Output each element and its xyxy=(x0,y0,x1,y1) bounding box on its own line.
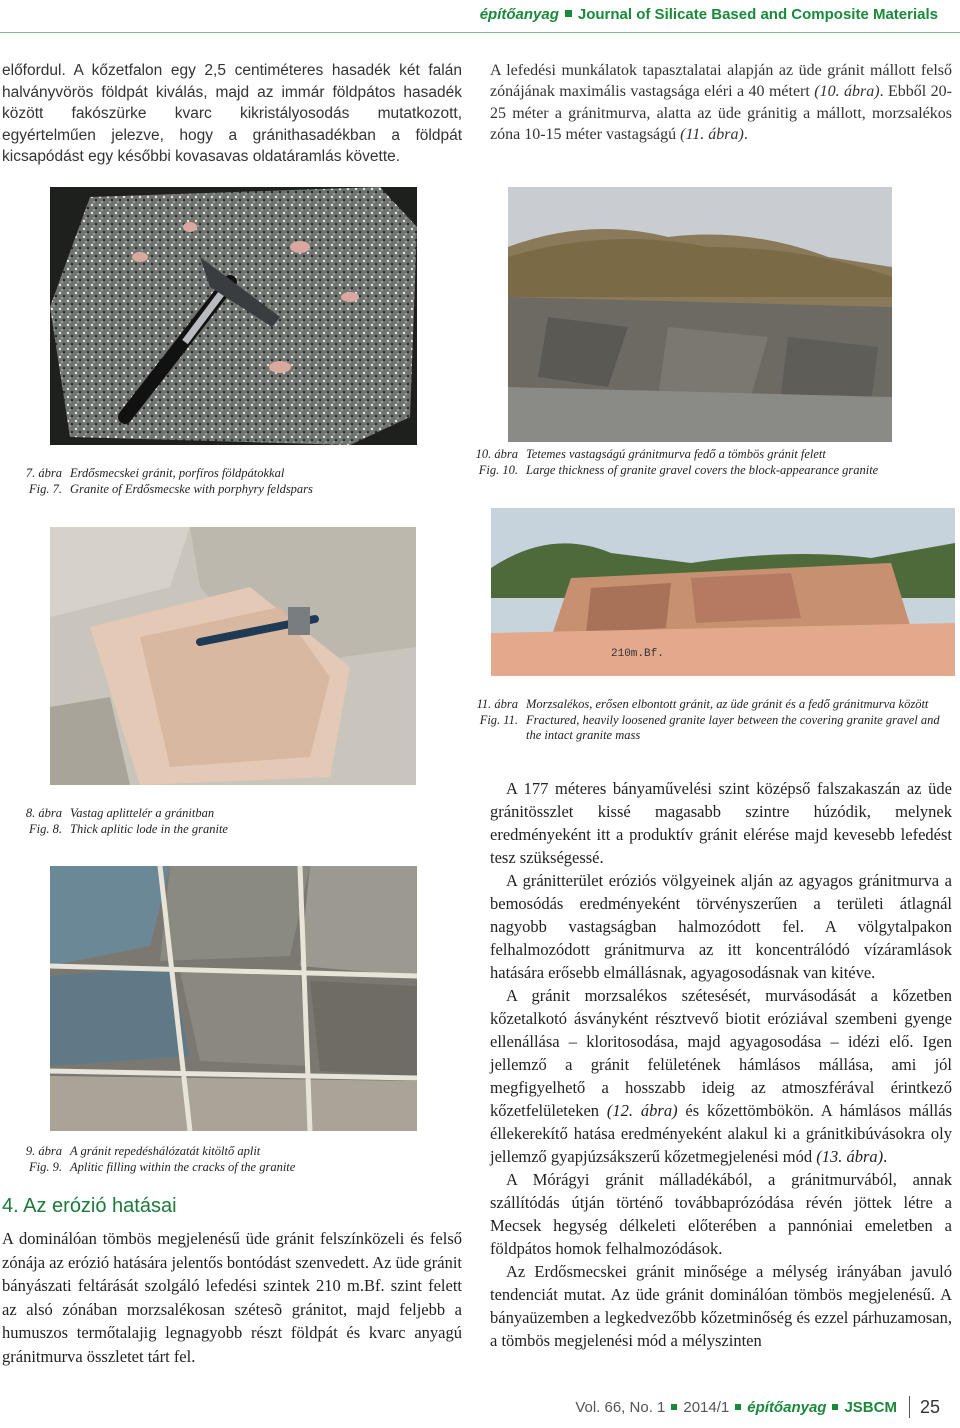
footer-volume: Vol. 66, No. 1 xyxy=(575,1398,666,1416)
fig11-caption xyxy=(458,697,958,744)
fig11-photo xyxy=(491,508,955,676)
fig8-caption-hu-number: 8. ábra xyxy=(25,806,62,820)
footer-divider xyxy=(909,1396,910,1418)
right-top-text-3: . xyxy=(743,125,748,143)
footer-journal: JSBCM xyxy=(844,1398,897,1416)
right-paragraph-5: Az Erdősmecskei gránit minősége a mélység irányában javuló tendenciát mutat. Az üde gránit dominálóan tömbös megjelenésű. A bányaüzemben a legkedvezőbb kőzetminőség és ezzel párhuzamosan, a tömbös megjelenési mód a mélyszinten xyxy=(490,1262,952,1350)
right-top-text-1: A lefedési munkálatok tapasztalatai alapján az üde gránit mállott felső zónájának maximális vastagsága eléri a 40 métert xyxy=(490,62,952,101)
header-journal: Journal of Silicate Based and Composite Materials xyxy=(577,6,938,23)
fig7-caption-en: Granite of Erdősmecske with porphyry feldspars xyxy=(70,481,313,496)
fig9-caption-hu-number: 9. ábra xyxy=(25,1144,62,1158)
fig10-caption-en-number: Fig. 10. xyxy=(478,462,518,477)
footer-separator xyxy=(671,1404,677,1410)
fig9-photo xyxy=(50,866,417,1131)
fig12-ref: (12. ábra) xyxy=(606,1101,678,1120)
right-paragraph-3b: és kőzettömbökön. A hámlásos mállás éllekerekítő hatása eredményeként alakul ki a gránitkibúvásokra oly jellemző gyapjúzsákszerű kőzetmegjelenési mód xyxy=(490,1101,952,1166)
right-paragraph-4: A Mórágyi gránit málladékából, a gránitmurvából, annak szállítódás útján történő továbbaprózódása révén jöttek létre a Mecsek hegység délkeleti előterében a pannóniai emeletben a földpátos homok felhalmozódások. xyxy=(490,1170,952,1258)
header-brand: építőanyag xyxy=(479,6,559,23)
section-heading: 4. Az erózió hatásai xyxy=(2,1195,177,1217)
footer-brand: építőanyag xyxy=(747,1398,827,1416)
right-paragraph-2: A gránitterület eróziós völgyeinek alján az agyagos gránitmurva a bemosódás eredményeként törvényszerűen a területi átlagnál nagyobb vastagságban halmozódott fel. A völgytalpakon felhalmozódott gránitmurva az itt koncentrálódó vízáramlások hatására erősebb elmállásnak, agyagosodásnak van kitéve. xyxy=(490,871,952,982)
footer-year: 2014/1 xyxy=(683,1398,730,1416)
running-header xyxy=(480,6,938,23)
right-paragraph-3c: . xyxy=(883,1147,888,1166)
fig7-caption-hu: Erdősmecskei gránit, porfíros földpátokkal xyxy=(70,466,285,480)
fig11-ref: (11. ábra) xyxy=(680,125,744,143)
page-footer xyxy=(575,1396,940,1418)
fig10-photo xyxy=(508,187,892,442)
fig11-photo-label: 210m.Bf. xyxy=(611,648,664,660)
fig11-caption-en: Fractured, heavily loosened granite layer between the covering granite gravel and the intact granite mass xyxy=(526,712,940,742)
fig7-photo xyxy=(50,187,417,445)
fig10-ref: (10. ábra) xyxy=(814,83,880,101)
fig13-ref: (13. ábra) xyxy=(816,1147,884,1166)
right-paragraph-3a: A gránit morzsalékos szétesését, murvásodását a kőzetben kőzetalkotó ásványként résztvevő biotit eróziával szembeni gyenge ellenállása – kloritosodása, majd agyagosodása – idézi elő. Igen jellemző a gránit felületének hámlásos mállása, ami jól megfigyelhető a hosszabb ideig az atmoszférával érintkező kőzetfelületeken xyxy=(490,986,952,1120)
fig10-caption-hu-number: 10. ábra xyxy=(475,447,518,461)
right-bottom-column xyxy=(490,777,952,1352)
fig10-caption-en: Large thickness of granite gravel covers the block-appearance granite xyxy=(526,462,879,477)
fig11-caption-hu: Morzsalékos, erősen elbontott gránit, az üde gránit és a fedő gránitmurva között xyxy=(526,697,929,711)
footer-separator xyxy=(735,1404,741,1410)
fig9-caption-en-number: Fig. 9. xyxy=(29,1159,62,1174)
fig8-caption-en: Thick aplitic lode in the granite xyxy=(70,821,228,836)
fig10-caption-hu: Tetemes vastagságú gránitmurva fedő a tömbös gránit felett xyxy=(526,447,826,461)
footer-separator xyxy=(832,1404,838,1410)
header-rule xyxy=(0,32,960,33)
right-top-text-2: . Ebből 20-25 méter a gránitmurva, alatta az üde gránitig a mállott, morzsalékos zóna 10-15 méter vastagságú xyxy=(490,83,953,143)
fig8-caption-en-number: Fig. 8. xyxy=(29,821,62,836)
fig7-caption-en-number: Fig. 7. xyxy=(29,481,62,496)
fig10-caption xyxy=(458,447,958,478)
right-paragraph-3 xyxy=(490,984,952,1168)
fig7-caption xyxy=(2,466,462,497)
header-separator xyxy=(565,10,572,17)
fig11-caption-en-number: Fig. 11. xyxy=(479,712,518,727)
page-number: 25 xyxy=(919,1396,940,1417)
section-paragraph: A dominálóan tömbös megjelenésű üde gránit felszínközeli és felső zónája az erózió hatására jelentős bontódást szenvedett. Az üde gránit bányászati feltárását szolgáló lefedési szintek 210 m.Bf. szint felett az alsó zónában morzsalékosan szétesõ gránitot, majd feljebb a humuszos termőtalajig legnagyobb részt földpát és kvarc anyagú gránitmurva összletet tárt fel. xyxy=(2,1229,462,1366)
fig8-caption-hu: Vastag aplittelér a gránitban xyxy=(70,806,215,820)
left-top-paragraph: előfordul. A kőzetfalon egy 2,5 centiméteres hasadék két falán halványvörös földpát kiválás, majd az immár földpátos hasadék között fakószürke kvarc kikristályosodás mutatkozott, egyértelműen jelezve, hogy a gránithasadékban a földpát kicsapódást egy későbbi kovasavas oldatáramlás követte. xyxy=(2,62,462,165)
fig9-caption-hu: A gránit repedéshálózatát kitöltő aplit xyxy=(70,1144,261,1158)
right-top-paragraph xyxy=(490,60,952,145)
fig9-caption xyxy=(2,1144,462,1175)
fig9-caption-en: Aplitic filling within the cracks of the granite xyxy=(70,1159,296,1174)
fig11-caption-hu-number: 11. ábra xyxy=(476,697,518,711)
fig8-photo xyxy=(50,527,416,785)
fig8-caption xyxy=(2,806,462,837)
fig7-caption-hu-number: 7. ábra xyxy=(25,466,62,480)
right-paragraph-1: A 177 méteres bányaművelési szint középső falszakaszán az üde gránitösszlet kissé magasabb szintre húzódik, melynek eredményeként itt a produktív gránit elérése majd kevesebb lefedést tesz szükségessé. xyxy=(490,779,952,867)
